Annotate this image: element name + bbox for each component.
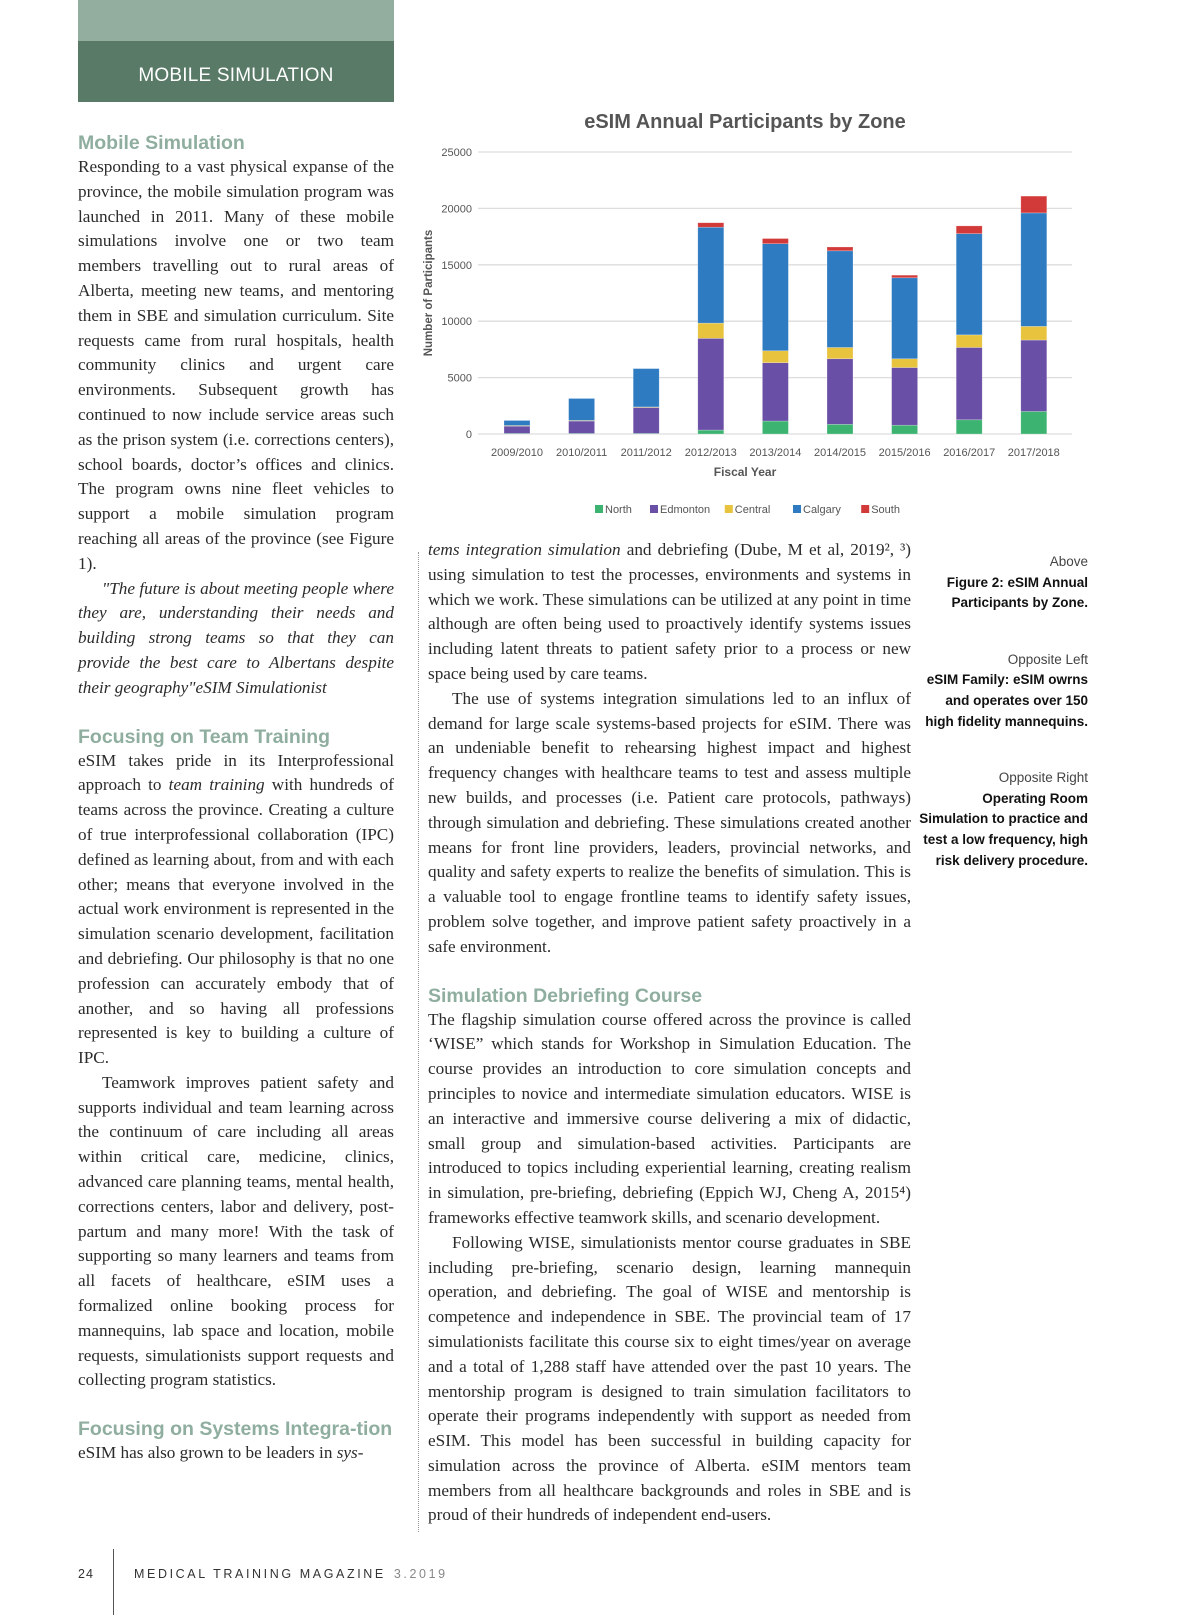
x-tick-label: 2016/2017 xyxy=(943,447,996,459)
legend-label: Central xyxy=(734,504,771,516)
bar-edmonton xyxy=(892,368,918,426)
caption-label: Above xyxy=(1049,554,1088,569)
paragraph-mobile-simulation: Responding to a vast physical expanse of the province, the mobile simulation program was launched in 2011. Many of these mobile simulations involve one or two team members travelling out to rural areas of Alberta, meeting new teams, and mentoring them in SBE and simulation curriculum. Site requests came from rural hospitals, health community clinics and urgent care environments. Subsequent growth has continued to now include service areas such as the prison system (i.e. corrections centers), school boards, doctor’s offices and clinics. The program owns nine fleet vehicles to support a mobile simulation program reaching all areas of the province (see Figure 1). xyxy=(78,157,394,573)
x-tick-label: 2012/2013 xyxy=(684,447,737,459)
magazine-name: MEDICAL TRAINING MAGAZINE xyxy=(134,1567,386,1581)
legend-label: North xyxy=(605,504,632,516)
text: eSIM takes pride in its Interprofessional approach to xyxy=(78,750,394,795)
bar-central xyxy=(1021,326,1047,340)
caption-label: Opposite Left xyxy=(1007,651,1088,667)
bar-north xyxy=(956,420,982,434)
text: eSIM has also grown to be leaders in xyxy=(78,1443,337,1463)
bar-edmonton xyxy=(1021,340,1047,411)
issue-date: 3.2019 xyxy=(393,1567,448,1581)
legend-label: Edmonton xyxy=(660,504,711,516)
bar-south xyxy=(698,223,724,228)
bar-calgary xyxy=(956,234,982,335)
bar-north xyxy=(698,430,724,434)
legend-swatch-edmonton xyxy=(650,505,658,513)
bar-edmonton xyxy=(827,359,853,425)
section-banner: MOBILE SIMULATION xyxy=(78,41,394,102)
section-banner-top xyxy=(78,0,394,41)
bar-north xyxy=(1021,411,1047,434)
x-tick-label: 2011/2012 xyxy=(620,447,672,459)
paragraph-team-training xyxy=(78,749,394,1071)
bar-north xyxy=(827,424,853,434)
bar-calgary xyxy=(892,278,918,359)
bar-south xyxy=(827,247,853,251)
bar-central xyxy=(827,347,853,358)
legend-label: Calgary xyxy=(803,504,841,516)
bar-edmonton xyxy=(762,363,788,421)
caption-text: eSIM Family: eSIM owrns and operates over 150 high fidelity mannequins. xyxy=(925,672,1088,729)
bar-central xyxy=(762,351,788,363)
bar-north xyxy=(762,421,788,434)
x-axis-label: Fiscal Year xyxy=(713,465,777,479)
bar-south xyxy=(1021,196,1047,213)
text-italic: sys- xyxy=(336,1443,364,1463)
text: and debriefing (Dube, M et al, 2019², ³) using simulation to test the processes, environments and systems in which we work. These simulations can be utilized at any point in time although are often being used to proactively identify systems issues including latent threats to patient safety prior to a process or new space being used by care teams. xyxy=(428,540,911,683)
page-number: 24 xyxy=(78,1567,94,1581)
bar-central xyxy=(892,359,918,368)
bar-north xyxy=(892,425,918,434)
caption-opposite-left xyxy=(918,650,1088,732)
bar-edmonton xyxy=(504,426,530,433)
x-tick-label: 2009/2010 xyxy=(491,447,543,459)
heading-mobile-simulation: Mobile Simulation xyxy=(78,132,245,154)
heading-debriefing-course: Simulation Debriefing Course xyxy=(428,984,703,1007)
bar-calgary xyxy=(827,251,853,348)
heading-systems-integration: Focusing on Systems Integra-tion xyxy=(78,1418,393,1441)
bar-south xyxy=(956,226,982,234)
x-tick-label: 2015/2016 xyxy=(878,447,931,459)
bar-calgary xyxy=(1021,213,1047,326)
heading-team-training: Focusing on Team Training xyxy=(78,725,331,748)
y-tick-label: 15000 xyxy=(441,259,472,272)
participants-chart xyxy=(420,100,1080,530)
bar-central xyxy=(698,323,724,338)
text: with hundreds of teams across the province. Creating a culture of true interprofessional collaboration (IPC) defined as learning about, from and with each other; means that everyone involved in the actual work environment is represented in the simulation scenario development, facilitation and debriefing. Our philosophy is that no one profession can accurately embody that of another, and so having all professions represented is key to building a culture of IPC. xyxy=(78,775,394,1068)
left-column xyxy=(78,131,394,1466)
caption-text: Figure 2: eSIM Annual Participants by Zone. xyxy=(946,574,1088,611)
caption-above xyxy=(918,552,1088,614)
legend-swatch-north xyxy=(595,505,603,513)
y-tick-label: 5000 xyxy=(447,372,472,385)
caption-text: Operating Room Simulation to practice and test a low frequency, high risk delivery procedure. xyxy=(919,790,1088,868)
paragraph-following-wise: Following WISE, simulationists mentor course graduates in SBE including pre-briefing, scenario design, learning mannequin operation, and debriefing. The goal of WISE and mentorship is competence and independence in SBE. The provincial team of 17 simulationists facilitate this course six to eight times/year on average and a total of 1,288 staff have attended over the past 10 years. The mentorship program is designed to train simulation facilitators to operate their programs independently with support as needed from eSIM. This model has been successful in building capacity for simulation across the province of Alberta. eSIM mentors team members from all healthcare backgrounds and roles in SBE and is proud of their hundreds of independent end-users. xyxy=(428,1232,911,1525)
bar-edmonton xyxy=(569,421,595,433)
bar-south xyxy=(762,239,788,244)
magazine-title xyxy=(134,1567,448,1581)
bar-edmonton xyxy=(956,347,982,419)
x-tick-label: 2014/2015 xyxy=(814,447,866,459)
legend-swatch-south xyxy=(861,505,869,513)
paragraph-influx: The use of systems integration simulations led to an influx of demand for large scale systems-based projects for eSIM. There was an undeniable benefit to rehearsing highest impact and highest frequency changes with healthcare teams to test and assess multiple new builds, and processes (i.e. Patient care protocols, pathways) through simulation and debriefing. These simulations created another means for front line providers, leaders, provincial networks, and quality and safety experts to realize the benefits of simulation. This is a valuable tool to engage frontline teams to identify safety issues, problem solve together, and improve patient safety proactively in a safe environment. xyxy=(428,688,911,956)
bar-calgary xyxy=(762,244,788,351)
bar-calgary xyxy=(633,369,659,407)
y-tick-label: 10000 xyxy=(441,316,472,329)
x-tick-label: 2017/2018 xyxy=(1007,447,1060,459)
y-axis-label: Number of Participants xyxy=(423,229,435,357)
y-tick-label: 25000 xyxy=(441,147,472,159)
paragraph-teamwork: Teamwork improves patient safety and supports individual and team learning across the continuum of care including all areas within critical care, medicine, clinics, advanced care planning teams, mental health, corrections centers, labor and delivery, post-partum and many more! With the task of supporting so many learners and teams from all facets of healthcare, eSIM uses a formalized online booking process for mannequins, lab space and location, mobile requests, simulationists support requests and collecting program statistics. xyxy=(78,1072,394,1390)
column-divider xyxy=(418,552,419,1532)
middle-column xyxy=(428,538,911,1528)
footer-rule xyxy=(113,1549,114,1615)
paragraph-wise: The flagship simulation course offered across the province is called ‘WISE” which stands for Workshop in Simulation Education. The course provides an introduction to core simulation concepts and principles to novice and intermediate simulation educators. WISE is an interactive and immersive course delivering a mix of didactic, small group and simulation-based activities. Participants are introduced to topics including experiential learning, creating realism in simulation, pre-briefing, debriefing (Eppich WJ, Cheng A, 2015⁴) frameworks effective teamwork skills, and scenario development. xyxy=(428,1009,911,1227)
bar-calgary xyxy=(504,420,530,425)
bar-calgary xyxy=(698,227,724,323)
y-tick-label: 20000 xyxy=(441,203,472,216)
text-italic: tems integration simulation xyxy=(428,540,621,559)
bar-central xyxy=(956,335,982,348)
legend-swatch-calgary xyxy=(793,505,801,513)
text-italic: team training xyxy=(168,775,265,795)
photo-captions xyxy=(918,552,1088,907)
paragraph-systems-continued xyxy=(428,538,911,687)
chart-title: eSIM Annual Participants by Zone xyxy=(584,111,906,133)
bar-edmonton xyxy=(698,338,724,430)
bar-calgary xyxy=(569,398,595,420)
paragraph-systems-integration xyxy=(78,1441,394,1466)
bar-edmonton xyxy=(633,407,659,433)
legend-swatch-central xyxy=(725,505,733,513)
caption-opposite-right xyxy=(918,768,1088,871)
simulationist-quote: "The future is about meeting people where they are, understanding their needs and building strong teams so that they can provide the best care to Albertans despite their geography"eSIM Simulationist xyxy=(78,578,394,697)
caption-label: Opposite Right xyxy=(998,770,1088,786)
bar-south xyxy=(892,275,918,278)
x-tick-label: 2013/2014 xyxy=(749,447,802,459)
legend-label: South xyxy=(871,504,900,516)
y-tick-label: 0 xyxy=(465,429,472,441)
x-tick-label: 2010/2011 xyxy=(556,447,608,459)
